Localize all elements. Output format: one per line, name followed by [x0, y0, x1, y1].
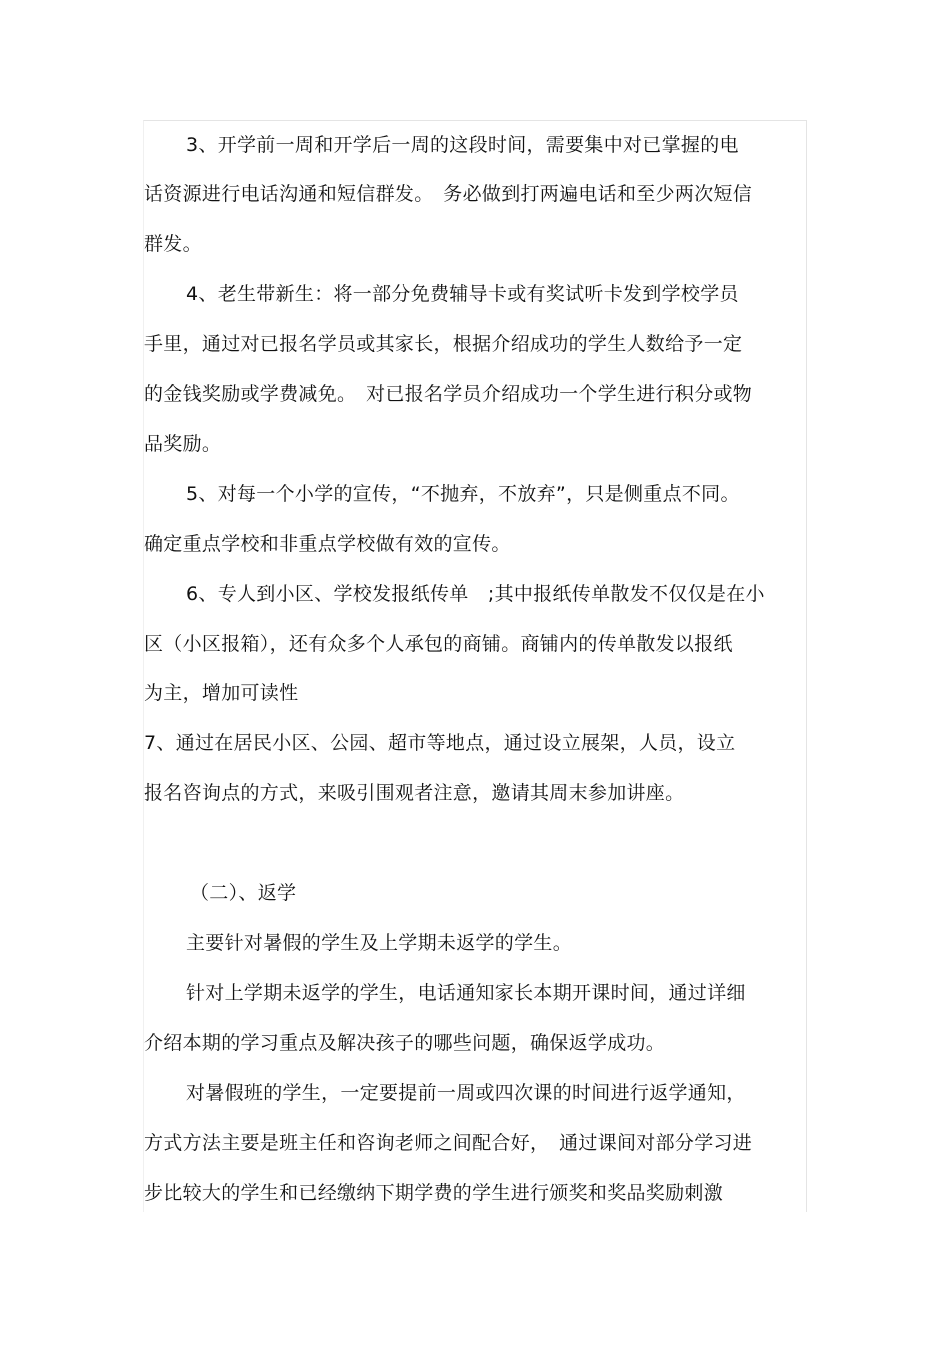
- text-line: 6、专人到小区、学校发报纸传单 ;其中报纸传单散发不仅仅是在小: [186, 583, 765, 605]
- text-line: 7、通过在居民小区、公园、超市等地点，通过设立展架，人员，设立: [144, 732, 736, 754]
- text-line: 为主，增加可读性: [144, 682, 299, 704]
- text-line: 群发。: [144, 233, 202, 255]
- text-line: 5、对每一个小学的宣传，“不抛弃，不放弃”，只是侧重点不同。: [186, 483, 740, 505]
- text-line: 品奖励。: [144, 433, 222, 455]
- text-line: 的金钱奖励或学费减免。 对已报名学员介绍成功一个学生进行积分或物: [144, 383, 753, 405]
- text-line: 对暑假班的学生，一定要提前一周或四次课的时间进行返学通知，: [186, 1082, 746, 1104]
- text-line: 针对上学期未返学的学生，电话通知家长本期开课时间，通过详细: [186, 982, 746, 1004]
- text-line: 主要针对暑假的学生及上学期未返学的学生。: [186, 932, 573, 954]
- text-line: 3、开学前一周和开学后一周的这段时间，需要集中对已掌握的电: [186, 134, 739, 156]
- section-heading: （二）、返学: [190, 882, 297, 904]
- text-line: 确定重点学校和非重点学校做有效的宣传。: [144, 533, 511, 555]
- text-line: 方式方法主要是班主任和咨询老师之间配合好， 通过课间对部分学习进: [144, 1132, 753, 1154]
- text-line: 报名咨询点的方式，来吸引围观者注意，邀请其周末参加讲座。: [144, 782, 685, 804]
- text-line: 话资源进行电话沟通和短信群发。 务必做到打两遍电话和至少两次短信: [144, 183, 753, 205]
- text-line: 介绍本期的学习重点及解决孩子的哪些问题，确保返学成功。: [144, 1032, 666, 1054]
- text-line: 手里，通过对已报名学员或其家长，根据介绍成功的学生人数给予一定: [144, 333, 743, 355]
- text-line: 区（小区报箱），还有众多个人承包的商铺。商铺内的传单散发以报纸: [144, 633, 733, 655]
- text-line: 步比较大的学生和已经缴纳下期学费的学生进行颁奖和奖品奖励刺激: [144, 1182, 724, 1204]
- text-line: 4、老生带新生：将一部分免费辅导卡或有奖试听卡发到学校学员: [186, 283, 739, 305]
